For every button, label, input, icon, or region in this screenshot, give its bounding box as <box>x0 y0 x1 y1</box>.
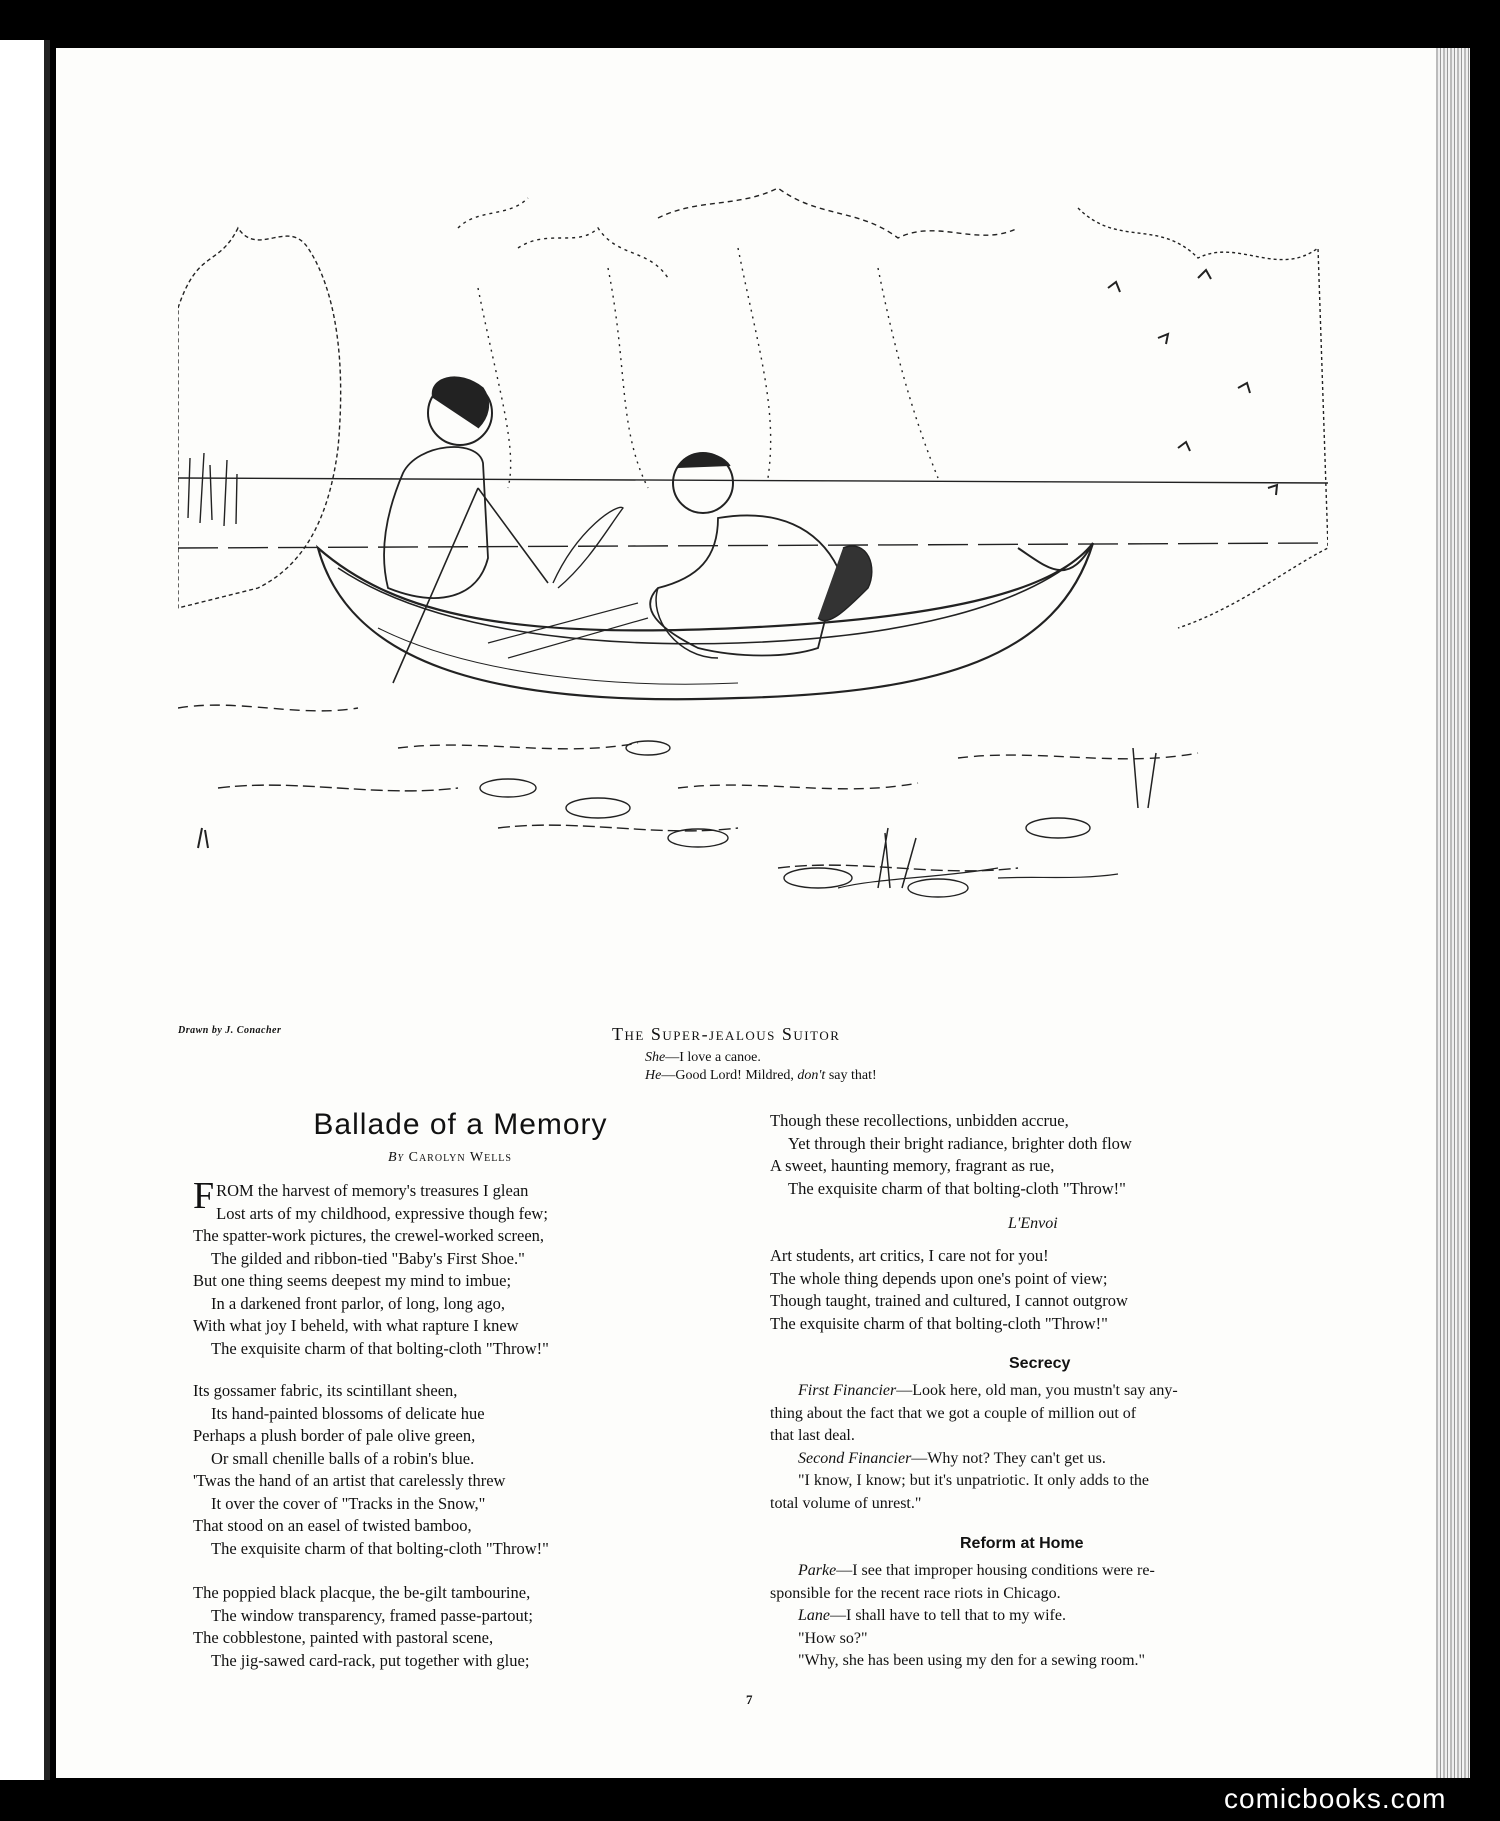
verse-line: The cobblestone, painted with pastoral scene, <box>193 1628 494 1647</box>
book-gutter <box>44 40 50 1780</box>
stanza-1 <box>193 1175 549 1360</box>
verse-line: The poppied black placque, the be-gilt tambourine, <box>193 1583 531 1602</box>
verse-line: Though these recollections, unbidden accrue, <box>770 1111 1069 1130</box>
prose-line: thing about the fact that we got a couple of million out of <box>770 1404 1137 1422</box>
secrecy-heading: Secrecy <box>1009 1355 1071 1372</box>
caption-line-2 <box>645 1068 877 1084</box>
verse-line: ROM the harvest of memory's treasures I glean <box>216 1181 529 1200</box>
verse-line: It over the cover of "Tracks in the Snow," <box>211 1493 486 1513</box>
envoi-heading: L'Envoi <box>1008 1215 1058 1232</box>
verse-line: That stood on an easel of twisted bamboo, <box>193 1516 472 1535</box>
verse-line: Its hand-painted blossoms of delicate hue <box>211 1403 485 1423</box>
verse-line: Yet through their bright radiance, brighter doth flow <box>788 1133 1132 1153</box>
verse-line: But one thing seems deepest my mind to imbue; <box>193 1271 512 1290</box>
byline-prefix: By <box>388 1150 405 1165</box>
verse-line: The spatter-work pictures, the crewel-worked screen, <box>193 1226 545 1245</box>
secrecy-p1-a <box>770 1380 1318 1403</box>
verse-line: The exquisite charm of that bolting-cloth "Throw!" <box>788 1178 1126 1198</box>
verse-line: In a darkened front parlor, of long, long ago, <box>211 1293 505 1313</box>
watermark: comicbooks.com <box>1224 1783 1447 1814</box>
poem-title: Ballade of a Memory <box>313 1108 608 1141</box>
reform-text <box>770 1560 1318 1673</box>
page-edges <box>1436 48 1470 1778</box>
stanza-2 <box>193 1380 549 1560</box>
verse-line: The gilded and ribbon-tied "Baby's First Shoe." <box>211 1248 525 1268</box>
verse-line: Or small chenille balls of a robin's blue. <box>211 1448 475 1468</box>
caption-text-1: —I love a canoe. <box>665 1050 761 1065</box>
secrecy-p2 <box>770 1448 1318 1471</box>
verse-line: The whole thing depends upon one's point of view; <box>770 1268 1108 1288</box>
verse-line: Perhaps a plush border of pale olive green, <box>193 1426 476 1445</box>
verse-line: 'Twas the hand of an artist that carelessly threw <box>193 1471 506 1490</box>
poem-byline <box>388 1150 512 1166</box>
poem-author: Carolyn Wells <box>408 1150 512 1165</box>
drop-cap: F <box>193 1175 215 1217</box>
verse-line: Art students, art critics, I care not for you! <box>770 1246 1049 1265</box>
stanza-3 <box>193 1582 533 1672</box>
verse-line: The exquisite charm of that bolting-cloth "Throw!" <box>211 1538 549 1558</box>
reform-heading: Reform at Home <box>960 1535 1084 1552</box>
caption-text-2-end: say that! <box>825 1068 877 1083</box>
page-number: 7 <box>746 1692 753 1707</box>
reform-p1-a <box>770 1560 1318 1583</box>
speaker: Lane <box>798 1607 830 1624</box>
verse-line: Lost arts of my childhood, expressive though few; <box>216 1203 548 1223</box>
speaker: First Financier <box>798 1382 897 1399</box>
left-page-edge <box>0 40 50 1780</box>
verse-line: Though taught, trained and cultured, I cannot outgrow <box>770 1291 1128 1310</box>
verse-line: The window transparency, framed passe-partout; <box>211 1605 533 1625</box>
verse-line: The exquisite charm of that bolting-cloth "Throw!" <box>770 1313 1108 1333</box>
secrecy-text <box>770 1380 1318 1515</box>
caption-line-1 <box>645 1050 761 1066</box>
speaker: Parke <box>798 1562 837 1579</box>
prose-line: —I see that improper housing conditions were re- <box>836 1562 1155 1579</box>
reform-p2 <box>770 1605 1318 1628</box>
caption-speaker-he: He <box>645 1068 662 1083</box>
prose-line: total volume of unrest." <box>770 1494 922 1512</box>
verse-line: Its gossamer fabric, its scintillant sheen, <box>193 1381 458 1400</box>
envoi-stanza <box>770 1245 1128 1335</box>
prose-line: —Why not? They can't get us. <box>911 1449 1106 1467</box>
artist-credit: Drawn by J. Conacher <box>178 1025 282 1036</box>
prose-line: "How so?" <box>798 1629 868 1647</box>
verse-line: The jig-sawed card-rack, put together with glue; <box>211 1650 530 1670</box>
prose-line: "Why, she has been using my den for a sewing room." <box>798 1652 1146 1669</box>
illustration-caption-title: The Super-jealous Suitor <box>612 1024 841 1044</box>
prose-line: —I shall have to tell that to my wife. <box>830 1607 1066 1624</box>
prose-line: sponsible for the recent race riots in Chicago. <box>770 1584 1061 1602</box>
canoe-illustration <box>178 188 1328 1023</box>
stanza-3-continued <box>770 1110 1132 1200</box>
caption-speaker-she: She <box>645 1050 666 1065</box>
speaker: Second Financier <box>798 1449 912 1467</box>
verse-line: A sweet, haunting memory, fragrant as rue, <box>770 1156 1055 1175</box>
caption-emphasis: don't <box>797 1068 826 1083</box>
caption-text-2: —Good Lord! Mildred, <box>661 1068 798 1083</box>
prose-line: that last deal. <box>770 1427 855 1444</box>
prose-line: "I know, I know; but it's unpatriotic. It only adds to the <box>798 1472 1149 1489</box>
verse-line: With what joy I beheld, with what rapture I knew <box>193 1316 519 1335</box>
verse-line: The exquisite charm of that bolting-cloth "Throw!" <box>211 1338 549 1358</box>
prose-line: —Look here, old man, you mustn't say any- <box>896 1382 1178 1399</box>
